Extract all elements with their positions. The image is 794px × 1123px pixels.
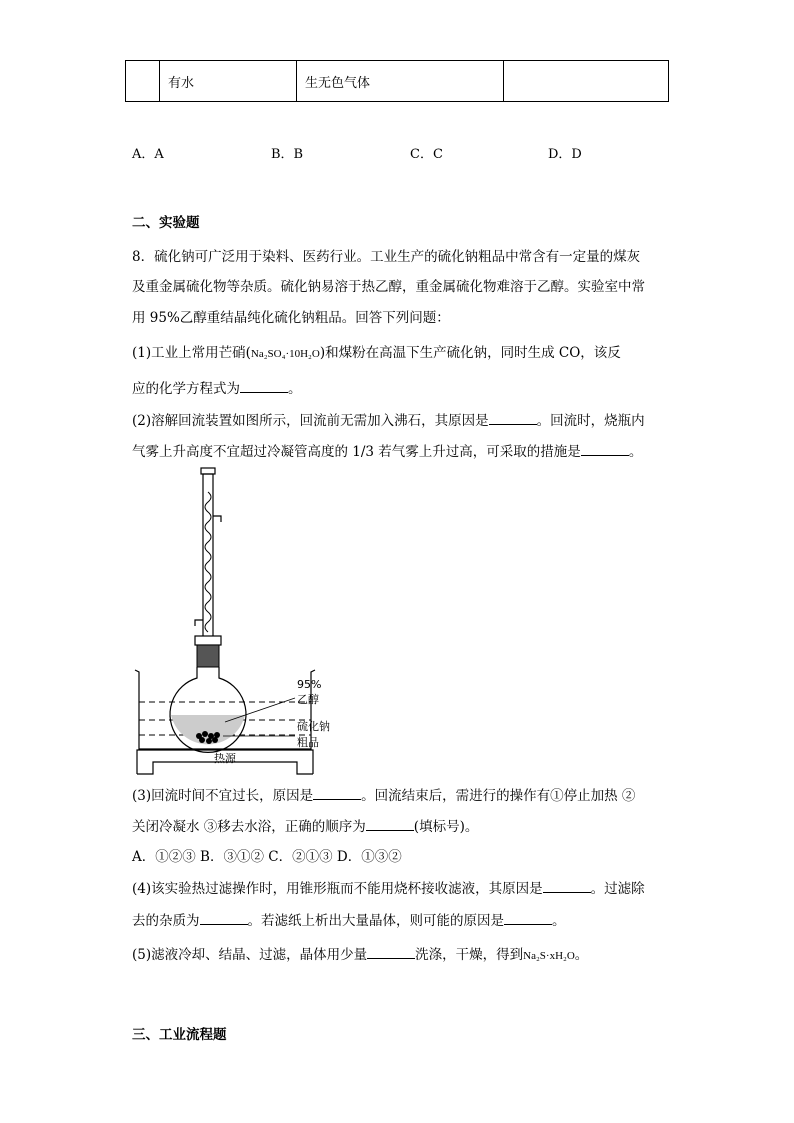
ethanol-label: 95% xyxy=(297,678,322,691)
text: (填标号)。 xyxy=(413,819,479,835)
text: 气雾上升高度不宜超过冷凝管高度的 1/3 若气雾上升过高，可采取的措施是 xyxy=(132,444,581,460)
text: 应的化学方程式为 xyxy=(132,381,240,397)
choice-d[interactable]: D．D xyxy=(548,147,582,162)
flask-neck xyxy=(197,645,219,667)
answer-blank[interactable] xyxy=(240,380,288,393)
condenser-cap xyxy=(201,468,215,474)
text: 。 xyxy=(574,947,589,963)
answer-blank[interactable] xyxy=(489,412,537,425)
question-part-2 xyxy=(132,412,645,430)
section-heading: 三、工业流程题 xyxy=(132,1027,227,1043)
condenser-tube xyxy=(203,474,213,646)
text: 。 xyxy=(552,913,566,929)
question-part-1 xyxy=(132,344,621,363)
text: 。 xyxy=(628,444,643,460)
formula: Na₂S·xH₂O xyxy=(523,950,575,962)
reflux-apparatus-figure xyxy=(125,462,375,782)
question-text: 8．硫化钠可广泛用于染料、医药行业。工业生产的硫化钠粗品中常含有一定量的煤灰 xyxy=(132,249,641,265)
text: )和煤粉在高温下生产硫化钠，同时生成 CO，该反 xyxy=(319,345,621,361)
answer-blank[interactable] xyxy=(200,912,248,925)
answer-blank[interactable] xyxy=(543,880,591,893)
text: 。回流时，烧瓶内 xyxy=(536,413,645,429)
answer-blank[interactable] xyxy=(367,946,415,959)
water-outlet xyxy=(213,516,221,522)
text: 。若滤纸上析出大量晶体，则可能的原因是 xyxy=(247,913,504,929)
table-cell: 生无色气体 xyxy=(297,61,504,102)
answer-blank[interactable] xyxy=(581,443,629,456)
heat-source-label: 热源 xyxy=(214,752,236,765)
question-text: 及重金属硫化物等杂质。硫化钠易溶于热乙醇，重金属硫化物难溶于乙醇。实验室中常 xyxy=(132,279,645,295)
choice-c[interactable]: C．C xyxy=(410,147,443,162)
answer-table xyxy=(125,60,669,102)
question-part-1-cont xyxy=(132,380,302,398)
water-inlet xyxy=(195,620,203,626)
text: 去的杂质为 xyxy=(132,913,200,929)
question-part-4-cont xyxy=(132,912,566,930)
answer-blank[interactable] xyxy=(366,818,414,831)
question-part-5 xyxy=(132,946,588,965)
text: 关闭冷凝水 ③移去水浴，正确的顺序为 xyxy=(132,819,366,835)
question-text: 用 95%乙醇重结晶纯化硫化钠粗品。回答下列问题： xyxy=(132,310,450,326)
question-options[interactable]: A．①②③ B．③①② C．②①③ D．①③② xyxy=(132,849,402,865)
condenser-coil xyxy=(205,492,211,632)
formula: Na₂SO₄·10H₂O xyxy=(250,348,320,360)
text: 洗涤，干燥，得到 xyxy=(415,947,524,963)
question-part-3 xyxy=(132,787,635,805)
answer-blank[interactable] xyxy=(313,787,361,800)
text: (2)溶解回流装置如图所示，回流前无需加入沸石，其原因是 xyxy=(132,413,489,429)
crude-label: 粗品 xyxy=(297,736,319,749)
crude-label: 硫化钠 xyxy=(297,720,330,733)
table-cell: 有水 xyxy=(160,61,297,102)
choice-b[interactable]: B．B xyxy=(271,147,304,162)
table-cell xyxy=(504,61,669,102)
table-cell xyxy=(126,61,160,102)
choice-a[interactable]: A．A xyxy=(132,147,164,162)
text: 。过滤除 xyxy=(590,881,645,897)
question-part-3-cont xyxy=(132,818,478,836)
text: (4)该实验热过滤操作时，用锥形瓶而不能用烧杯接收滤液，其原因是 xyxy=(132,881,543,897)
question-part-4 xyxy=(132,880,645,898)
text: (3)回流时间不宜过长，原因是 xyxy=(132,788,314,804)
text: 。回流结束后，需进行的操作有①停止加热 ② xyxy=(361,788,636,804)
text: 。 xyxy=(288,381,302,397)
text: (5)滤液冷却、结晶、过滤，晶体用少量 xyxy=(132,947,368,963)
table-row xyxy=(126,61,669,102)
section-heading: 二、实验题 xyxy=(132,215,200,231)
text: (1)工业上常用芒硝( xyxy=(132,345,251,361)
stopper xyxy=(195,636,221,645)
question-part-2-cont xyxy=(132,443,642,461)
ethanol-label: 乙醇 xyxy=(297,693,319,706)
answer-blank[interactable] xyxy=(504,912,552,925)
